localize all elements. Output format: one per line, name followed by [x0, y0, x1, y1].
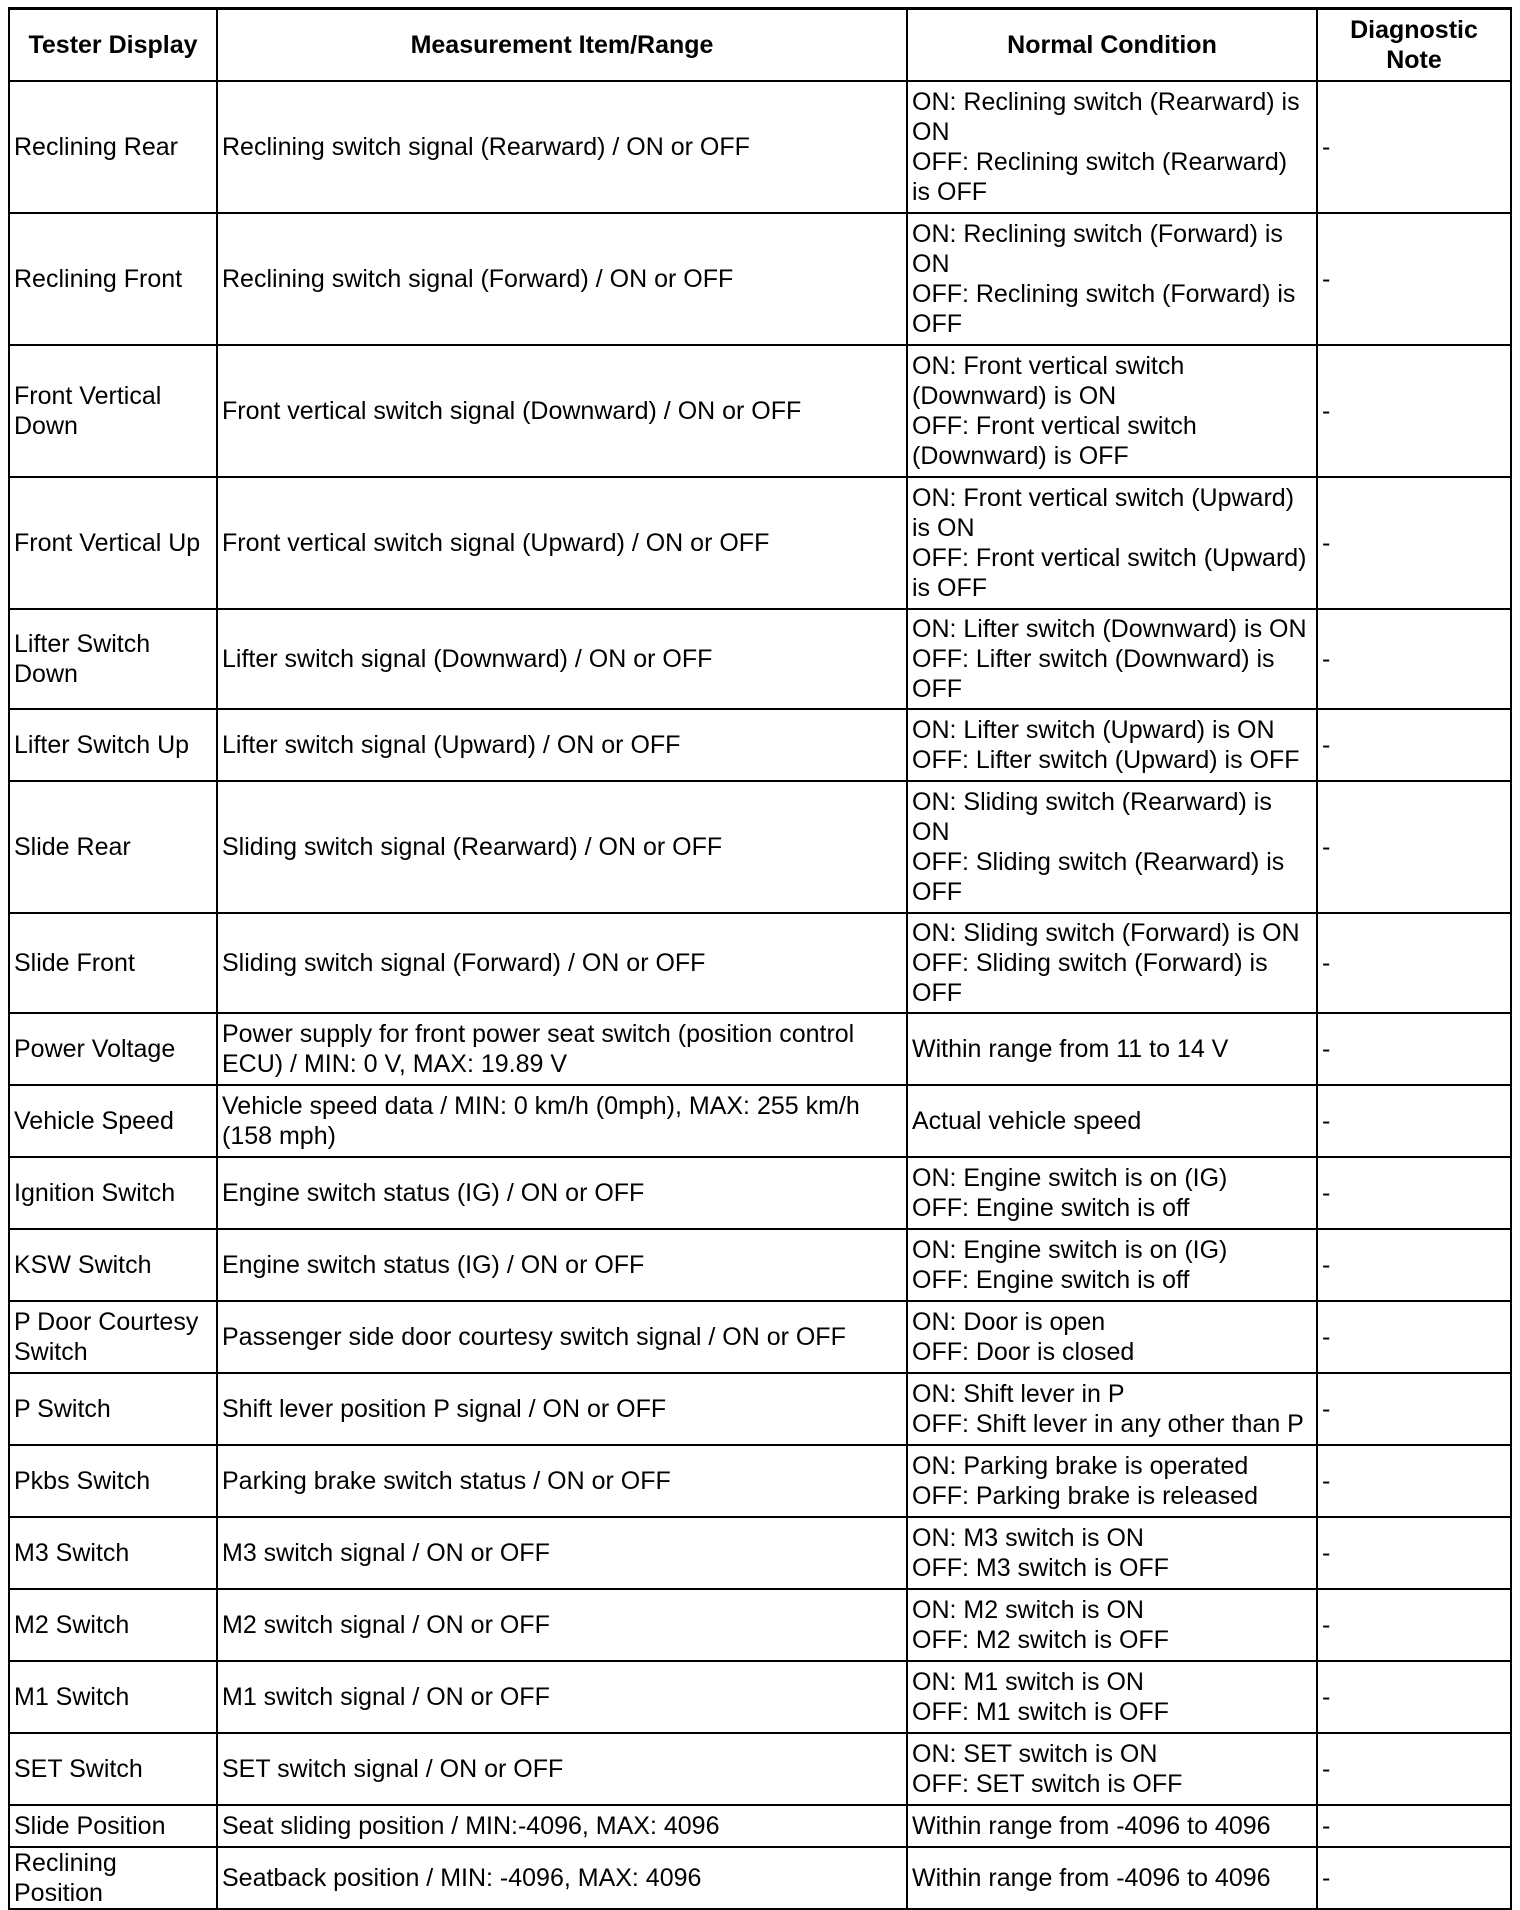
- cell-measurement: Reclining switch signal (Forward) / ON or OFF: [217, 213, 907, 345]
- cell-tester-display: Pkbs Switch: [9, 1445, 217, 1517]
- cell-normal-condition: [907, 1517, 1317, 1589]
- normal-condition-line: ON: Lifter switch (Downward) is ON: [912, 615, 1307, 643]
- cell-diagnostic-note: -: [1317, 1013, 1511, 1085]
- table-row: [9, 1805, 1511, 1847]
- cell-measurement: Vehicle speed data / MIN: 0 km/h (0mph), MAX: 255 km/h (158 mph): [217, 1085, 907, 1157]
- cell-measurement: Lifter switch signal (Downward) / ON or OFF: [217, 609, 907, 709]
- cell-normal-condition: Within range from -4096 to 4096: [907, 1847, 1317, 1909]
- cell-measurement: Engine switch status (IG) / ON or OFF: [217, 1157, 907, 1229]
- normal-condition-line: ON: Door is open: [912, 1308, 1106, 1336]
- cell-measurement: M1 switch signal / ON or OFF: [217, 1661, 907, 1733]
- normal-condition-line: OFF: Parking brake is released: [912, 1482, 1258, 1510]
- table-row: [9, 781, 1511, 913]
- normal-condition-line: OFF: Front vertical switch (Upward) is OFF: [912, 544, 1307, 602]
- cell-diagnostic-note: -: [1317, 609, 1511, 709]
- cell-measurement: Front vertical switch signal (Downward) / ON or OFF: [217, 345, 907, 477]
- cell-tester-display: Slide Front: [9, 913, 217, 1013]
- normal-condition-line: OFF: Door is closed: [912, 1338, 1135, 1366]
- cell-normal-condition: [907, 1229, 1317, 1301]
- table-row: [9, 477, 1511, 609]
- normal-condition-line: OFF: Engine switch is off: [912, 1266, 1190, 1294]
- cell-diagnostic-note: -: [1317, 1445, 1511, 1517]
- normal-condition-line: ON: Reclining switch (Forward) is ON: [912, 220, 1283, 278]
- normal-condition-line: OFF: Sliding switch (Rearward) is OFF: [912, 848, 1285, 906]
- cell-diagnostic-note: -: [1317, 1733, 1511, 1805]
- cell-normal-condition: Actual vehicle speed: [907, 1085, 1317, 1157]
- cell-tester-display: Lifter Switch Up: [9, 709, 217, 781]
- cell-diagnostic-note: -: [1317, 81, 1511, 213]
- cell-normal-condition: [907, 1157, 1317, 1229]
- normal-condition-line: OFF: M3 switch is OFF: [912, 1554, 1169, 1582]
- header-diagnostic-note: Diagnostic Note: [1317, 9, 1511, 82]
- table-row: [9, 1085, 1511, 1157]
- cell-measurement: Passenger side door courtesy switch signal / ON or OFF: [217, 1301, 907, 1373]
- cell-tester-display: Reclining Front: [9, 213, 217, 345]
- normal-condition-line: ON: M2 switch is ON: [912, 1596, 1144, 1624]
- normal-condition-line: OFF: Shift lever in any other than P: [912, 1410, 1304, 1438]
- cell-measurement: M3 switch signal / ON or OFF: [217, 1517, 907, 1589]
- cell-diagnostic-note: -: [1317, 913, 1511, 1013]
- cell-tester-display: M1 Switch: [9, 1661, 217, 1733]
- cell-diagnostic-note: -: [1317, 1373, 1511, 1445]
- table-header-row: [9, 9, 1511, 82]
- cell-diagnostic-note: -: [1317, 1085, 1511, 1157]
- cell-measurement: Parking brake switch status / ON or OFF: [217, 1445, 907, 1517]
- cell-diagnostic-note: -: [1317, 1157, 1511, 1229]
- table-row: [9, 1013, 1511, 1085]
- normal-condition-line: ON: Sliding switch (Rearward) is ON: [912, 788, 1272, 846]
- header-normal-condition: Normal Condition: [907, 9, 1317, 82]
- table-row: [9, 1589, 1511, 1661]
- normal-condition-line: ON: Parking brake is operated: [912, 1452, 1249, 1480]
- table-row: [9, 1373, 1511, 1445]
- cell-measurement: Sliding switch signal (Rearward) / ON or OFF: [217, 781, 907, 913]
- cell-tester-display: Lifter Switch Down: [9, 609, 217, 709]
- normal-condition-line: ON: Reclining switch (Rearward) is ON: [912, 88, 1300, 146]
- cell-measurement: M2 switch signal / ON or OFF: [217, 1589, 907, 1661]
- cell-measurement: Front vertical switch signal (Upward) / ON or OFF: [217, 477, 907, 609]
- cell-diagnostic-note: -: [1317, 1301, 1511, 1373]
- normal-condition-line: ON: Sliding switch (Forward) is ON: [912, 919, 1300, 947]
- cell-diagnostic-note: -: [1317, 345, 1511, 477]
- cell-normal-condition: [907, 609, 1317, 709]
- normal-condition-line: ON: Front vertical switch (Downward) is ON: [912, 352, 1185, 410]
- cell-tester-display: Reclining Rear: [9, 81, 217, 213]
- normal-condition-line: OFF: Reclining switch (Rearward) is OFF: [912, 148, 1288, 206]
- table-row: [9, 1229, 1511, 1301]
- cell-normal-condition: Within range from -4096 to 4096: [907, 1805, 1317, 1847]
- cell-measurement: Seatback position / MIN: -4096, MAX: 4096: [217, 1847, 907, 1909]
- cell-measurement: Lifter switch signal (Upward) / ON or OFF: [217, 709, 907, 781]
- cell-tester-display: Power Voltage: [9, 1013, 217, 1085]
- normal-condition-line: ON: M1 switch is ON: [912, 1668, 1144, 1696]
- table-row: [9, 913, 1511, 1013]
- cell-measurement: Power supply for front power seat switch (position control ECU) / MIN: 0 V, MAX: 19.89 V: [217, 1013, 907, 1085]
- cell-measurement: Reclining switch signal (Rearward) / ON or OFF: [217, 81, 907, 213]
- table-row: [9, 1301, 1511, 1373]
- cell-normal-condition: [907, 213, 1317, 345]
- cell-diagnostic-note: -: [1317, 1805, 1511, 1847]
- cell-normal-condition: [907, 1661, 1317, 1733]
- normal-condition-line: ON: Shift lever in P: [912, 1380, 1125, 1408]
- cell-normal-condition: [907, 913, 1317, 1013]
- cell-normal-condition: [907, 709, 1317, 781]
- cell-diagnostic-note: -: [1317, 1229, 1511, 1301]
- table-row: [9, 1445, 1511, 1517]
- normal-condition-line: OFF: Sliding switch (Forward) is OFF: [912, 949, 1268, 1007]
- normal-condition-line: OFF: Lifter switch (Downward) is OFF: [912, 645, 1275, 703]
- cell-diagnostic-note: -: [1317, 1589, 1511, 1661]
- table-row: [9, 709, 1511, 781]
- cell-normal-condition: [907, 81, 1317, 213]
- table-row: [9, 1847, 1511, 1909]
- normal-condition-line: ON: Engine switch is on (IG): [912, 1236, 1228, 1264]
- cell-normal-condition: [907, 1589, 1317, 1661]
- header-tester-display: Tester Display: [9, 9, 217, 82]
- cell-tester-display: Vehicle Speed: [9, 1085, 217, 1157]
- cell-tester-display: P Switch: [9, 1373, 217, 1445]
- table-row: [9, 213, 1511, 345]
- cell-diagnostic-note: -: [1317, 213, 1511, 345]
- normal-condition-line: OFF: M1 switch is OFF: [912, 1698, 1169, 1726]
- cell-tester-display: SET Switch: [9, 1733, 217, 1805]
- cell-diagnostic-note: -: [1317, 709, 1511, 781]
- cell-tester-display: P Door Courtesy Switch: [9, 1301, 217, 1373]
- normal-condition-line: ON: Engine switch is on (IG): [912, 1164, 1228, 1192]
- cell-tester-display: Ignition Switch: [9, 1157, 217, 1229]
- normal-condition-line: ON: SET switch is ON: [912, 1740, 1158, 1768]
- table-row: [9, 81, 1511, 213]
- normal-condition-line: OFF: Front vertical switch (Downward) is OFF: [912, 412, 1197, 470]
- table-row: [9, 1661, 1511, 1733]
- table-row: [9, 1733, 1511, 1805]
- cell-tester-display: Slide Position: [9, 1805, 217, 1847]
- cell-tester-display: Slide Rear: [9, 781, 217, 913]
- normal-condition-line: OFF: SET switch is OFF: [912, 1770, 1183, 1798]
- normal-condition-line: ON: Lifter switch (Upward) is ON: [912, 716, 1275, 744]
- cell-normal-condition: [907, 1373, 1317, 1445]
- table-row: [9, 1517, 1511, 1589]
- cell-normal-condition: [907, 477, 1317, 609]
- normal-condition-line: ON: M3 switch is ON: [912, 1524, 1144, 1552]
- normal-condition-line: ON: Front vertical switch (Upward) is ON: [912, 484, 1295, 542]
- cell-measurement: SET switch signal / ON or OFF: [217, 1733, 907, 1805]
- cell-normal-condition: [907, 1301, 1317, 1373]
- normal-condition-line: OFF: Reclining switch (Forward) is OFF: [912, 280, 1296, 338]
- data-list-table: [8, 7, 1512, 1910]
- normal-condition-line: OFF: M2 switch is OFF: [912, 1626, 1169, 1654]
- normal-condition-line: OFF: Engine switch is off: [912, 1194, 1190, 1222]
- cell-diagnostic-note: -: [1317, 1517, 1511, 1589]
- cell-normal-condition: [907, 1445, 1317, 1517]
- cell-tester-display: Front Vertical Up: [9, 477, 217, 609]
- cell-normal-condition: [907, 781, 1317, 913]
- cell-tester-display: M2 Switch: [9, 1589, 217, 1661]
- header-measurement-item: Measurement Item/Range: [217, 9, 907, 82]
- table-row: [9, 1157, 1511, 1229]
- cell-diagnostic-note: -: [1317, 781, 1511, 913]
- cell-measurement: Sliding switch signal (Forward) / ON or OFF: [217, 913, 907, 1013]
- cell-tester-display: Front Vertical Down: [9, 345, 217, 477]
- cell-tester-display: Reclining Position: [9, 1847, 217, 1909]
- normal-condition-line: OFF: Lifter switch (Upward) is OFF: [912, 746, 1300, 774]
- table-row: [9, 609, 1511, 709]
- cell-normal-condition: [907, 1733, 1317, 1805]
- cell-tester-display: KSW Switch: [9, 1229, 217, 1301]
- table-body: [9, 81, 1511, 1909]
- cell-measurement: Shift lever position P signal / ON or OFF: [217, 1373, 907, 1445]
- cell-tester-display: M3 Switch: [9, 1517, 217, 1589]
- cell-measurement: Engine switch status (IG) / ON or OFF: [217, 1229, 907, 1301]
- cell-normal-condition: Within range from 11 to 14 V: [907, 1013, 1317, 1085]
- cell-diagnostic-note: -: [1317, 1661, 1511, 1733]
- cell-normal-condition: [907, 345, 1317, 477]
- table-row: [9, 345, 1511, 477]
- cell-measurement: Seat sliding position / MIN:-4096, MAX: 4096: [217, 1805, 907, 1847]
- cell-diagnostic-note: -: [1317, 477, 1511, 609]
- cell-diagnostic-note: -: [1317, 1847, 1511, 1909]
